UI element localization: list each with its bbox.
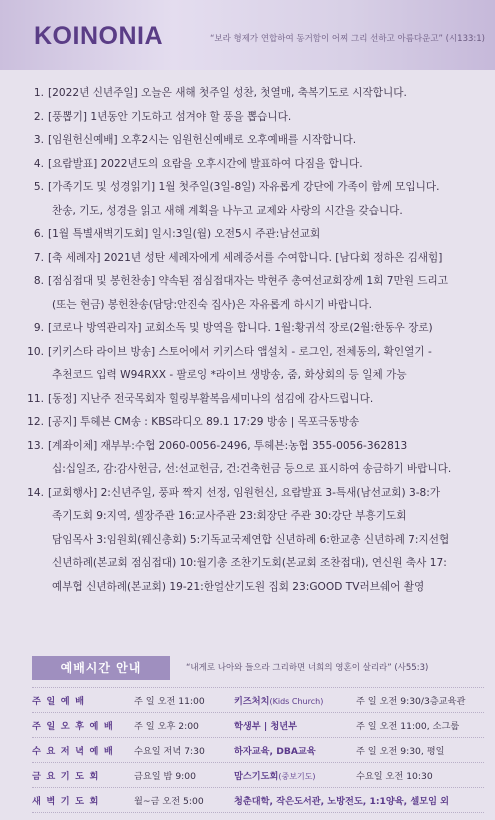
schedule-row bbox=[32, 737, 484, 762]
service-name: 수요저녁예배 bbox=[32, 746, 119, 757]
notice-number: 3. bbox=[33, 134, 44, 146]
notice-item bbox=[0, 411, 495, 435]
notice-item bbox=[0, 106, 495, 130]
notice-text bbox=[48, 341, 488, 388]
notice-number: 4. bbox=[33, 157, 44, 170]
group-time: 주 일 오전 9:30/3층교육관 bbox=[356, 696, 466, 707]
notice-number: 1. bbox=[33, 87, 44, 99]
notice-line: [점심접대 및 봉헌찬송] 약속된 점심접대자는 박현주 총여선교회장께 1회 7만원 드리고 bbox=[48, 275, 448, 287]
notice-text bbox=[48, 435, 488, 482]
notice-text bbox=[48, 106, 488, 130]
group-note: (중보기도) bbox=[278, 772, 316, 781]
notice-number: 5. bbox=[33, 181, 44, 193]
group-label: 맘스기도회 bbox=[234, 771, 279, 782]
group-name bbox=[234, 693, 356, 707]
notice-number: 10. bbox=[27, 345, 44, 358]
schedule-row bbox=[32, 787, 484, 813]
notice-line: [교회행사] 2:신년주일, 풍파 짝지 선정, 임원헌신, 요람발표 3-특새(남선교회) 3-8:가 bbox=[48, 486, 441, 499]
notice-item bbox=[0, 153, 495, 177]
schedule-title: 예배시간 안내 bbox=[32, 656, 170, 680]
brand-title: KOINONIA bbox=[34, 22, 163, 50]
group-label: 키즈처치 bbox=[234, 696, 270, 707]
notice-line: 족기도회 9:지역, 셀장주관 16:교사주관 23:회장단 주관 30:강단 부흥기도회 bbox=[52, 510, 407, 522]
notice-number: 2. bbox=[33, 110, 44, 123]
notice-line: 찬송, 기도, 성경을 읽고 새해 계획을 나누고 교제와 사랑의 시간을 갖습니다. bbox=[52, 204, 403, 217]
notice-item bbox=[0, 435, 495, 482]
notice-line: 추천코드 입력 W94RXX - 팔로잉 *라이브 생방송, 줌, 화상회의 등 일체 가능 bbox=[52, 369, 407, 381]
group-time: 수요일 오전 10:30 bbox=[356, 771, 433, 782]
notice-item bbox=[0, 129, 495, 153]
notice-list bbox=[0, 82, 495, 599]
notice-line: [공지] 투헤븐 CM송 : KBS라디오 89.1 17:29 방송 | 목포극동방송 bbox=[48, 416, 360, 428]
notice-item bbox=[0, 341, 495, 388]
notice-line: [2022년 신년주일] 오늘은 새해 첫주일 성찬, 첫열매, 축복기도로 시작합니다. bbox=[48, 87, 407, 99]
service-time: 주 일 오전 11:00 bbox=[134, 696, 205, 707]
notice-line: 예부협 신년하례(본교회) 19-21:한얼산기도원 집회 23:GOOD TV러브쉐어 촬영 bbox=[52, 580, 425, 593]
notice-number: 11. bbox=[27, 392, 44, 405]
notice-item bbox=[0, 270, 495, 317]
notice-line: [동정] 지난주 전국목회자 힐링부활복음세미나의 섬김에 감사드립니다. bbox=[48, 392, 374, 405]
group-name bbox=[234, 743, 356, 757]
schedule-verse: “내게로 나아와 들으라 그리하면 너희의 영혼이 살리라” (사55:3) bbox=[186, 663, 429, 673]
group-label: 학생부 | 청년부 bbox=[234, 721, 298, 732]
notice-text bbox=[48, 129, 488, 153]
schedule-row bbox=[32, 762, 484, 787]
schedule-table bbox=[32, 687, 484, 813]
notice-text bbox=[48, 411, 488, 435]
header-verse: “보라 형제가 연합하여 동거함이 어찌 그리 선하고 아름다운고” (시133:1) bbox=[209, 34, 485, 44]
service-name: 주일오후예배 bbox=[32, 721, 119, 732]
group-name bbox=[234, 718, 356, 732]
notice-line: [코로나 방역관리자] 교회소독 및 방역을 합니다. 1월:황귀석 장로(2월:한동우 장로) bbox=[48, 322, 433, 334]
notice-number: 14. bbox=[27, 486, 44, 499]
notice-item bbox=[0, 176, 495, 223]
service-time: 월~금 오전 5:00 bbox=[134, 796, 204, 807]
notice-text bbox=[48, 317, 488, 341]
notice-number: 8. bbox=[33, 275, 44, 287]
notice-text bbox=[48, 482, 488, 600]
notice-item bbox=[0, 82, 495, 106]
notice-line: [임원헌신예배] 오후2시는 임원헌신예배로 오후예배를 시작합니다. bbox=[48, 134, 357, 146]
group-note: (Kids Church) bbox=[269, 697, 324, 706]
service-time: 금요일 밤 9:00 bbox=[134, 771, 196, 782]
schedule-header bbox=[32, 656, 482, 680]
notice-line: [1월 특별새벽기도회] 일시:3일(월) 오전5시 주관:남선교회 bbox=[48, 228, 321, 240]
notice-number: 7. bbox=[33, 251, 44, 264]
notice-text bbox=[48, 247, 488, 271]
service-time: 수요일 저녁 7:30 bbox=[134, 746, 205, 757]
notice-item bbox=[0, 317, 495, 341]
notice-line: 신년하례(본교회 점심접대) 10:월기총 조찬기도회(본교회 조찬접대), 연신원 축사 17: bbox=[52, 557, 447, 569]
notice-text bbox=[48, 388, 488, 412]
notice-text bbox=[48, 223, 488, 247]
group-time: 주 일 오전 11:00, 소그룹 bbox=[356, 721, 460, 732]
notice-number: 13. bbox=[27, 439, 44, 452]
group-name bbox=[234, 768, 356, 782]
group-label: 하자교육, DBA교육 bbox=[234, 746, 316, 757]
notice-line: 십:십일조, 감:감사헌금, 선:선교헌금, 건:건축헌금 등으로 표시하여 송금하기 바랍니다. bbox=[52, 463, 452, 475]
notice-line: [풍뽑기] 1년동안 기도하고 섬겨야 할 풍을 뽑습니다. bbox=[48, 110, 292, 123]
notice-text bbox=[48, 270, 488, 317]
notice-item bbox=[0, 482, 495, 600]
notice-item bbox=[0, 247, 495, 271]
notice-item bbox=[0, 388, 495, 412]
group-label: 청춘대학, 작은도서관, 노방전도, 1:1양육, 셀모임 외 bbox=[234, 796, 450, 807]
notice-number: 9. bbox=[33, 322, 44, 334]
service-name: 주일예배 bbox=[32, 696, 90, 707]
group-name bbox=[234, 793, 484, 807]
notice-number: 12. bbox=[27, 416, 44, 428]
notice-line: (또는 현금) 봉헌찬송(담당:안진숙 집사)은 자유롭게 하시기 바랍니다. bbox=[52, 298, 372, 311]
header-banner bbox=[0, 0, 495, 70]
notice-text bbox=[48, 176, 488, 223]
notice-item bbox=[0, 223, 495, 247]
notice-text bbox=[48, 82, 488, 106]
notice-number: 6. bbox=[33, 228, 44, 240]
service-name: 새벽기도회 bbox=[32, 796, 104, 807]
notice-line: [계좌이체] 재부부:수협 2060-0056-2496, 투헤븐:농협 355-0056-362813 bbox=[48, 439, 408, 452]
group-time: 주 일 오전 9:30, 평일 bbox=[356, 746, 445, 757]
notice-text bbox=[48, 153, 488, 177]
schedule-row bbox=[32, 712, 484, 737]
notice-line: [가족기도 및 성경읽기] 1월 첫주일(3일-8일) 자유롭게 강단에 가족이 함께 모입니다. bbox=[48, 181, 440, 193]
schedule-row bbox=[32, 687, 484, 712]
notice-line: [키키스타 라이브 방송] 스토어에서 키키스타 앱설치 - 로그인, 전체동의, 확인열기 - bbox=[48, 345, 432, 358]
service-name: 금요기도회 bbox=[32, 771, 104, 782]
service-time: 주 일 오후 2:00 bbox=[134, 721, 199, 732]
notice-line: 담임목사 3:임원회(웨신총회) 5:기독교국제연합 신년하례 6:한교총 신년하례 7:지선협 bbox=[52, 533, 450, 546]
notice-line: [요람발표] 2022년도의 요람을 오후시간에 발표하여 다짐을 합니다. bbox=[48, 157, 363, 170]
notice-line: [축 세례자] 2021년 성탄 세례자에게 세례증서를 수여합니다. [남다회 정하은 김새힘] bbox=[48, 251, 443, 264]
